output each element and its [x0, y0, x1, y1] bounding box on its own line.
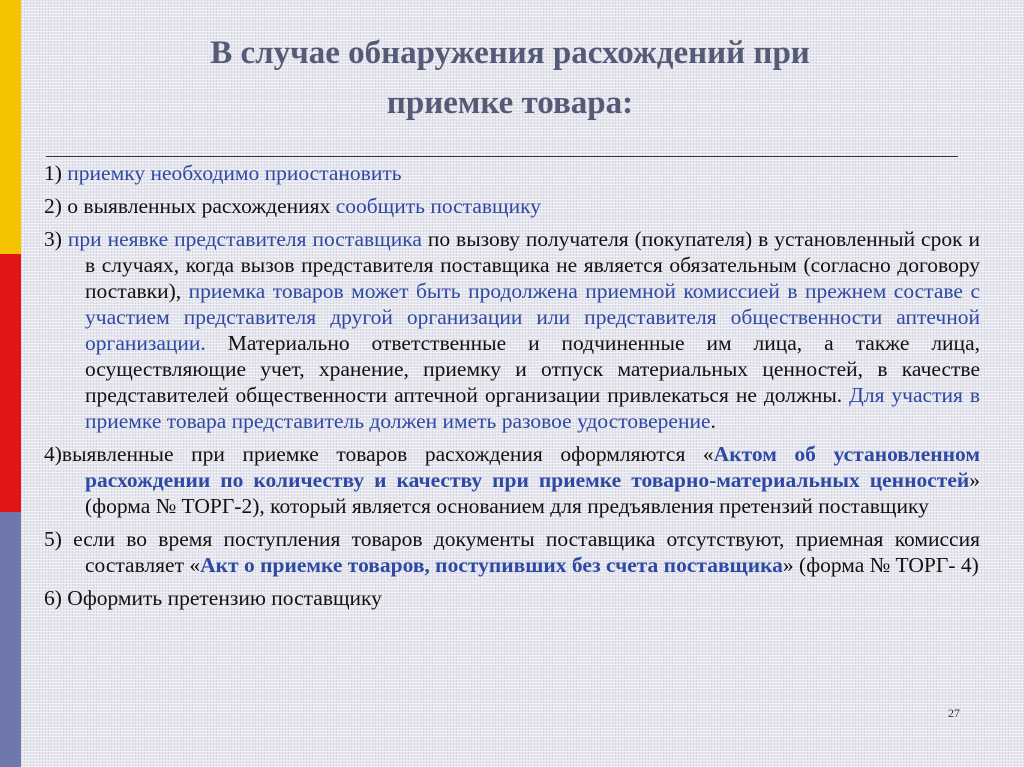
title-line-1: В случае обнаружения расхождений при [210, 35, 810, 71]
list-item-6 [44, 585, 980, 611]
list-item-1 [44, 160, 980, 186]
item-5-highlight: Акт о приемке товаров, поступивших без счета поставщика [200, 553, 783, 577]
item-4-text-2: » (форма № ТОРГ-2), который является основанием для предъявления претензий поставщику [85, 468, 980, 518]
page-number: 27 [948, 706, 960, 720]
item-4-number: 4) [44, 442, 62, 466]
item-2-number: 2) [44, 194, 68, 218]
list-item-2 [44, 193, 980, 219]
item-5-number: 5) [44, 527, 74, 551]
item-5-text-1: если во время поступления товаров документы поставщика отсутствуют, приемная комиссия составляет « [73, 527, 980, 577]
item-2-highlight: сообщить поставщику [335, 194, 541, 218]
item-1-highlight: приемку необходимо приостановить [67, 161, 402, 185]
item-3-highlight-1: при неявке представителя поставщика [67, 227, 422, 251]
list-item-4 [44, 441, 980, 519]
item-1-number: 1) [44, 161, 68, 185]
item-4-highlight: Актом об установленном расхождении по количеству и качеству при приемке товарно-материальных ценностей [85, 442, 980, 492]
list-item-3 [44, 226, 980, 434]
item-6-number: 6) [44, 586, 68, 610]
item-3-text-2: Материально ответственные и подчиненные им лица, а также лица, осуществляющие учет, хранение, приемку и отпуск материальных ценностей, в качестве представителей общественности аптечной организации привлекаться не должны. [85, 331, 980, 407]
slide-title [60, 28, 960, 128]
item-3-text-3: . [710, 409, 716, 433]
item-2-text: о выявленных расхождениях [67, 194, 336, 218]
item-3-text-1: по вызову получателя (покупателя) в установленный срок и в случаях, когда вызов представителя поставщика не является обязательным (согласно договору поставки), [85, 227, 980, 303]
item-4-text-1: выявленные при приемке товаров расхождения оформляются « [61, 442, 714, 466]
decor-stripe-blue [0, 512, 21, 767]
slide-body [44, 160, 980, 618]
decor-stripe-red [0, 254, 21, 512]
decor-stripe-yellow [0, 0, 21, 254]
item-5-text-2: » (форма № ТОРГ- 4) [782, 553, 979, 577]
item-3-highlight-3: Для участия в приемке товара представитель должен иметь разовое удостоверение [85, 383, 981, 433]
title-line-2: приемке товара: [386, 85, 634, 121]
title-divider [46, 156, 958, 157]
item-3-highlight-2: приемка товаров может быть продолжена приемной комиссией в прежнем составе с участием представителя другой организации или представителя общественности аптечной организации. [85, 279, 980, 355]
item-3-number: 3) [44, 227, 68, 251]
item-6-text: Оформить претензию поставщику [67, 586, 382, 610]
list-item-5 [44, 526, 980, 578]
